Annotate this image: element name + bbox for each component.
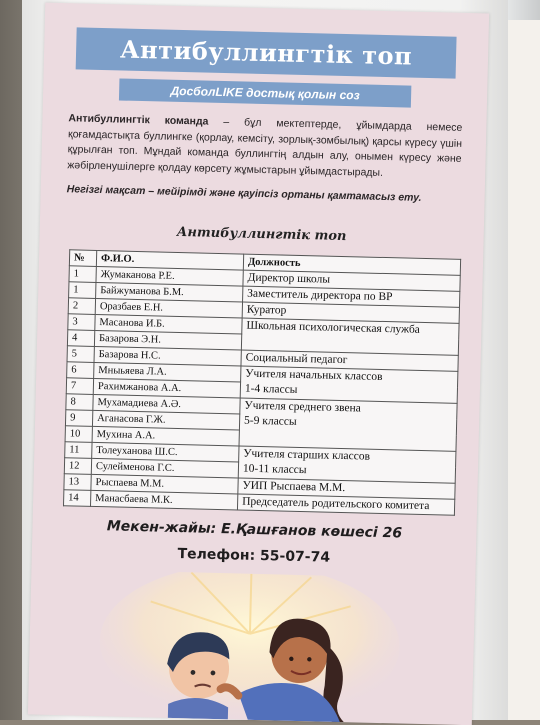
address: Мекен-жайы: Е.Қашғанов көшесі 26	[106, 518, 403, 542]
row-position: Школьная психологическая служба	[241, 318, 459, 355]
row-num: 10	[65, 426, 92, 443]
row-fio: Масанова И.Б.	[95, 314, 242, 334]
header-num: №	[69, 250, 96, 267]
row-num: 9	[65, 410, 92, 427]
intro-text: – бұл мектептерде, ұйымдарда немесе қоғамдастықта буллингке (қорлау, кемсіту, зорлық-зомбылық) қарсы күресу үшін құрылған топ. Мұндай команда буллингтің алдын алу, онымен күресу және жәбірленушілерге қолдау көрсету жұмыстарын ұйымдастырады.	[67, 115, 463, 179]
goal-text: Негізгі мақсат – мейірімді және қауіпсіз ортаны қамтамасыз ету.	[66, 183, 422, 204]
row-num: 7	[66, 378, 93, 395]
row-num: 11	[65, 442, 92, 459]
row-fio: Жумаканова Р.Е.	[96, 266, 243, 286]
poster	[28, 3, 489, 725]
row-num: 14	[63, 490, 90, 507]
phone: Телефон: 55-07-74	[177, 546, 331, 566]
position-line: 10-11 классы	[242, 462, 307, 477]
row-num: 1	[69, 282, 96, 299]
position-line: Учителя начальных классов	[245, 367, 383, 383]
row-num: 3	[68, 314, 95, 331]
header-position: Должность	[243, 254, 460, 275]
poster-title: Антибуллингтік топ	[76, 27, 457, 78]
row-fio: Манасбаева М.К.	[90, 490, 237, 510]
row-num: 6	[67, 362, 94, 379]
poster-subtitle: ДосболLIKE достық қолын соз	[119, 78, 411, 107]
row-position: Социальный педагог	[241, 350, 458, 371]
position-line: 5-9 классы	[243, 414, 297, 428]
row-fio: Базарова Н.С.	[94, 346, 241, 366]
position-line: Учителя старших классов	[243, 447, 371, 463]
row-num: 8	[66, 394, 93, 411]
row-num: 13	[64, 474, 91, 491]
header-fio: Ф.И.О.	[96, 250, 243, 270]
intro-bold: Антибуллингтік команда	[68, 112, 209, 128]
table-title: Антибуллингтік топ	[176, 224, 347, 245]
row-num: 4	[67, 330, 94, 347]
row-position: Директор школы	[243, 270, 460, 291]
row-fio: Рахимжанова А.А.	[93, 378, 240, 398]
row-fio: Байжуманова Б.М.	[96, 282, 243, 302]
row-num: 2	[68, 298, 95, 315]
row-position	[238, 446, 456, 483]
position-line: 1-4 классы	[244, 382, 298, 396]
row-num: 1	[69, 266, 96, 283]
intro-paragraph	[67, 111, 462, 183]
row-fio: Оразбаев Е.Н.	[95, 298, 242, 318]
position-line: Учителя среднего звена	[244, 399, 361, 415]
row-fio: Толеуханова Ш.С.	[92, 442, 239, 462]
row-fio: Мухина А.А.	[92, 426, 239, 446]
row-fio: Рыспаева М.М.	[91, 474, 238, 494]
row-num: 5	[67, 346, 94, 363]
row-num: 12	[64, 458, 91, 475]
row-position: УИП Рыспаева М.М.	[238, 478, 455, 499]
row-position: Заместитель директора по ВР	[243, 286, 460, 307]
children-illustration	[88, 570, 411, 724]
row-fio: Мухамадиева А.Ә.	[93, 394, 240, 414]
row-position: Председатель родительского комитета	[237, 494, 454, 515]
row-position: Куратор	[242, 302, 459, 323]
row-fio: Аганасова Г.Ж.	[92, 410, 239, 430]
row-fio: Мныьяева Л.А.	[94, 362, 241, 382]
row-position	[240, 366, 458, 403]
team-table	[63, 249, 461, 516]
row-position	[239, 398, 457, 451]
row-fio: Сулейменова Г.С.	[91, 458, 238, 478]
row-fio: Базарова Э.Н.	[94, 330, 241, 350]
